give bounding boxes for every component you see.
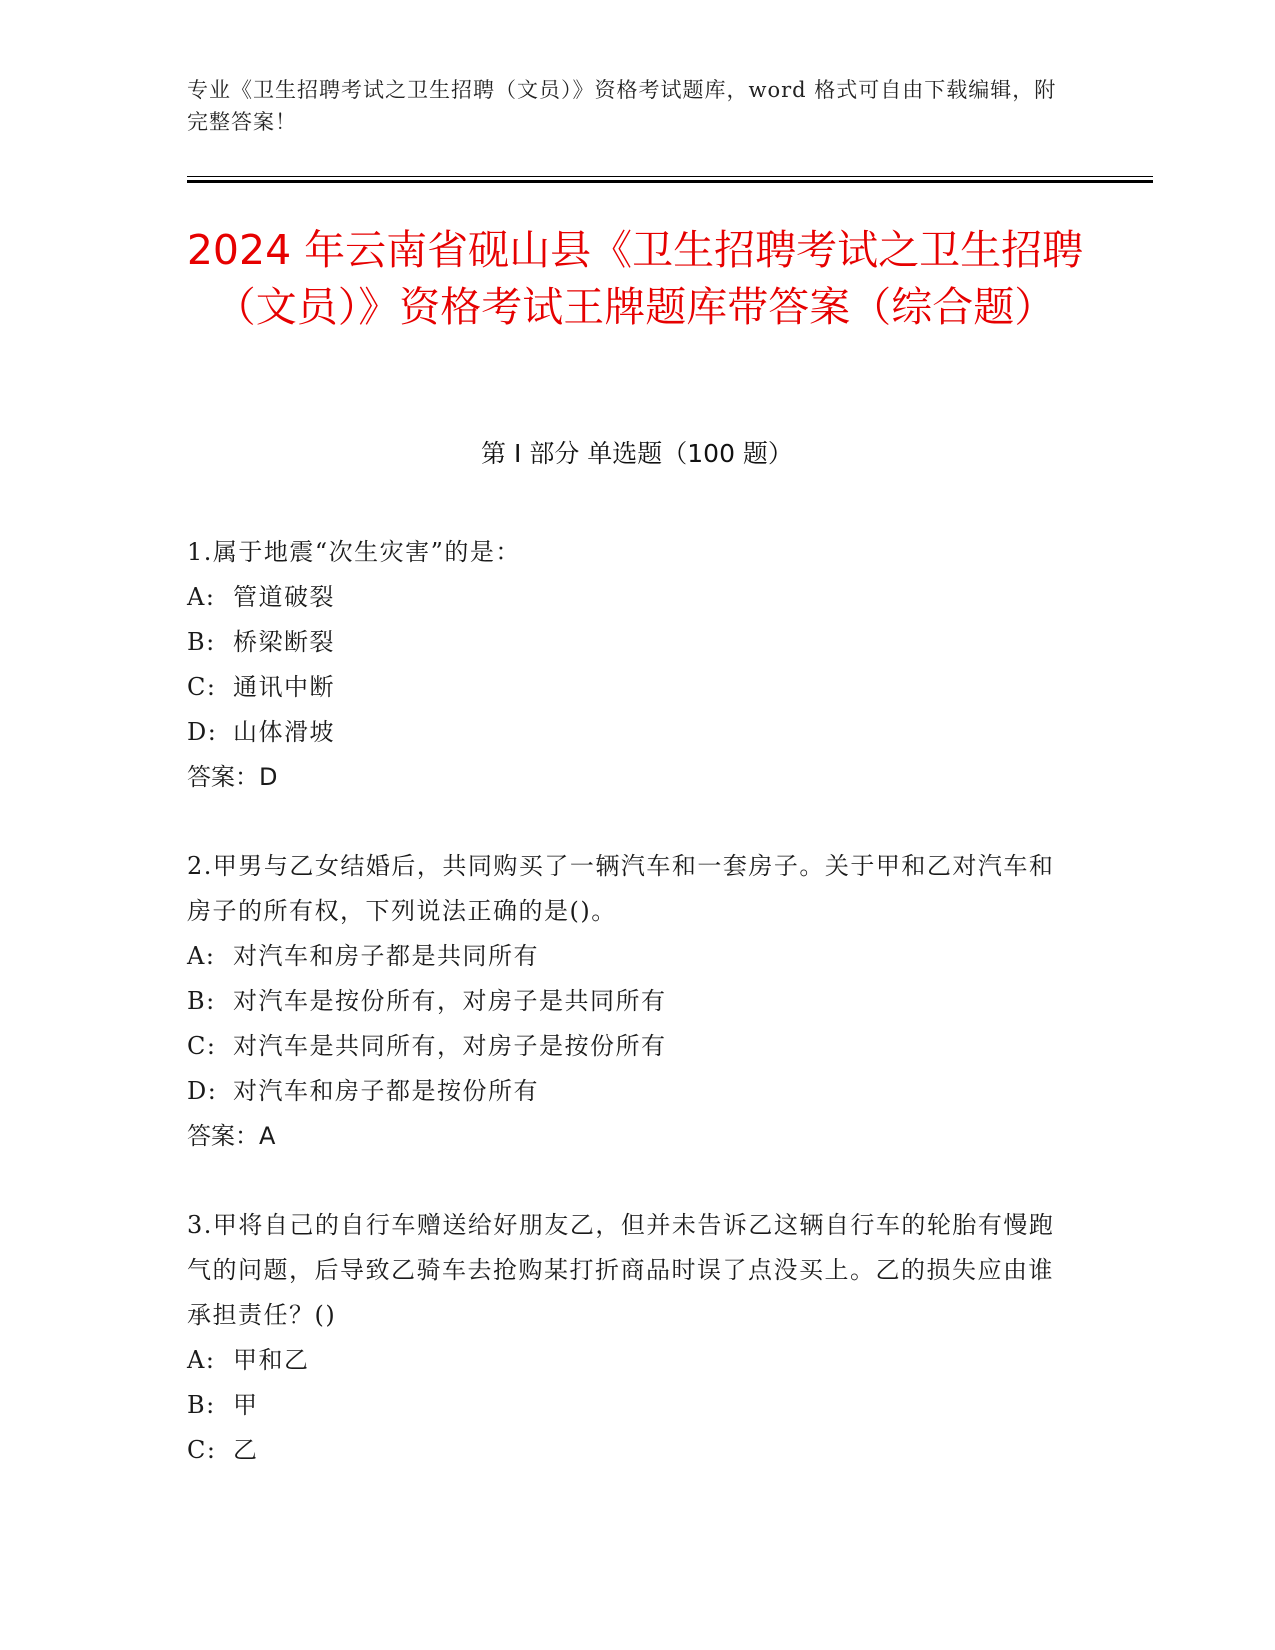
- option-c: [187, 1428, 1067, 1473]
- option-text: 对汽车和房子都是共同所有: [233, 942, 539, 970]
- option-c: [187, 1024, 1067, 1069]
- option-d: [187, 1069, 1067, 1114]
- option-letter: A:: [187, 583, 216, 611]
- option-text: 桥梁断裂: [233, 628, 335, 656]
- option-a: [187, 934, 1067, 979]
- option-letter: D:: [187, 1077, 218, 1105]
- section-title: 第 I 部分 单选题（100 题）: [481, 439, 793, 468]
- option-letter: C:: [187, 1436, 217, 1464]
- option-text: 甲和乙: [233, 1346, 310, 1374]
- question-stem: 1.属于地震“次生灾害”的是：: [187, 538, 521, 566]
- option-letter: B:: [187, 1391, 216, 1419]
- question-list: [187, 530, 1067, 1517]
- option-text: 对汽车是按份所有，对房子是共同所有: [233, 987, 667, 1015]
- question-stem: 3.甲将自己的自行车赠送给好朋友乙，但并未告诉乙这辆自行车的轮胎有慢跑气的问题，后导致乙骑车去抢购某打折商品时误了点没买上。乙的损失应由谁承担责任？(): [187, 1211, 1055, 1329]
- option-text: 山体滑坡: [233, 718, 335, 746]
- option-b: [187, 1383, 1067, 1428]
- option-letter: B:: [187, 628, 216, 656]
- option-letter: C:: [187, 1032, 217, 1060]
- option-a: [187, 1338, 1067, 1383]
- option-letter: C:: [187, 673, 217, 701]
- option-text: 管道破裂: [233, 583, 335, 611]
- option-b: [187, 979, 1067, 1024]
- option-letter: B:: [187, 987, 216, 1015]
- header-rule-thin: [187, 176, 1153, 177]
- option-text: 对汽车是共同所有，对房子是按份所有: [233, 1032, 667, 1060]
- answer-line: 答案：D: [187, 763, 278, 791]
- option-b: [187, 620, 1067, 665]
- option-a: [187, 575, 1067, 620]
- option-letter: A:: [187, 1346, 216, 1374]
- document-title: 2024 年云南省砚山县《卫生招聘考试之卫生招聘（文员）》资格考试王牌题库带答案（综合题）: [186, 226, 1084, 331]
- header-note: 专业《卫生招聘考试之卫生招聘（文员）》资格考试题库，word 格式可自由下载编辑，附完整答案！: [187, 78, 1057, 134]
- option-text: 通讯中断: [233, 673, 335, 701]
- option-text: 对汽车和房子都是按份所有: [233, 1077, 539, 1105]
- answer-line: 答案：A: [187, 1122, 276, 1150]
- option-text: 乙: [233, 1436, 259, 1464]
- header-rule-thick: [187, 180, 1153, 183]
- question-1: [187, 530, 1067, 800]
- option-d: [187, 710, 1067, 755]
- option-c: [187, 665, 1067, 710]
- question-stem: 2.甲男与乙女结婚后，共同购买了一辆汽车和一套房子。关于甲和乙对汽车和房子的所有权，下列说法正确的是()。: [187, 852, 1055, 925]
- question-3: [187, 1203, 1067, 1473]
- option-text: 甲: [233, 1391, 259, 1419]
- question-2: [187, 844, 1067, 1159]
- option-letter: A:: [187, 942, 216, 970]
- option-letter: D:: [187, 718, 218, 746]
